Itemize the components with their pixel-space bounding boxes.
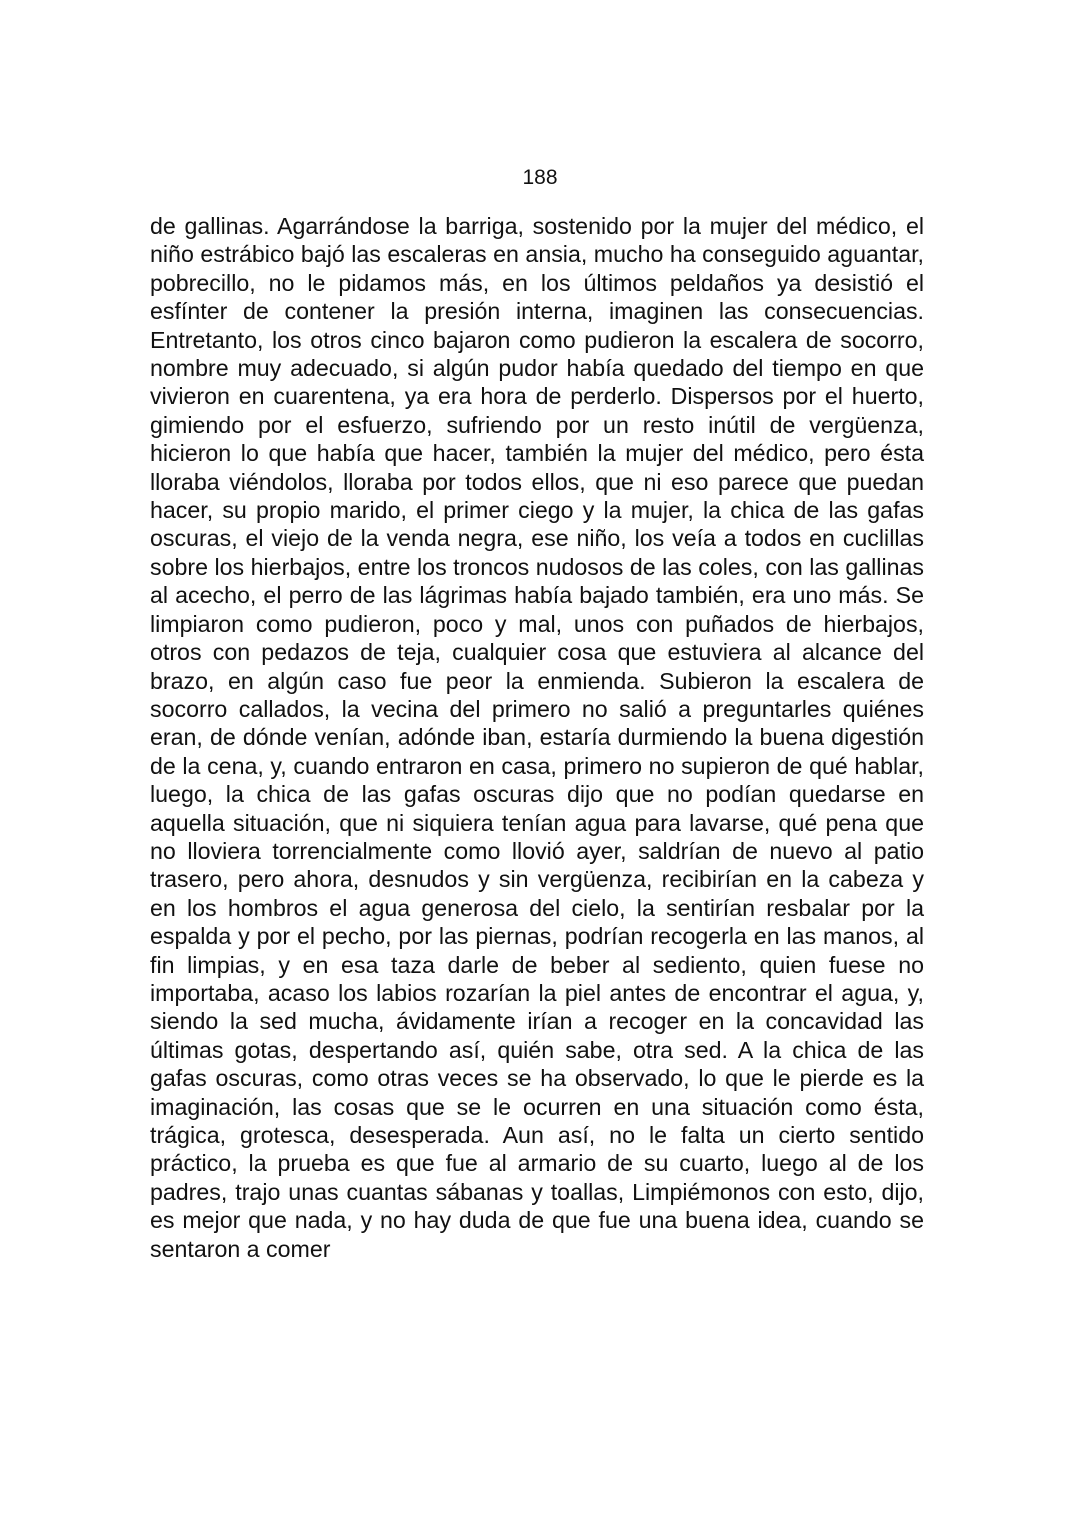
page-number: 188 — [522, 166, 558, 189]
body-paragraph: de gallinas. Agarrándose la barriga, sostenido por la mujer del médico, el niño estrábico bajó las escaleras en ansia, mucho ha conseguido aguantar, pobrecillo, no le pidamos más, en los últimos peldaños ya desistió el esfínter de contener la presión interna, imaginen las consecuencias. Entretanto, los otros cinco bajaron como pudieron la escalera de socorro, nombre muy adecuado, si algún pudor había quedado del tiempo en que vivieron en cuarentena, ya era hora de perderlo. Dispersos por el huerto, gimiendo por el esfuerzo, sufriendo por un resto inútil de vergüenza, hicieron lo que había que hacer, también la mujer del médico, pero ésta lloraba viéndolos, lloraba por todos ellos, que ni eso parece que puedan hacer, su propio marido, el primer ciego y la mujer, la chica de las gafas oscuras, el viejo de la venda negra, ese niño, los veía a todos en cuclillas sobre los hierbajos, entre los troncos nudosos de las coles, con las gallinas al acecho, el perro de las lágrimas había bajado también, era uno más. Se limpiaron como pudieron, poco y mal, unos con puñados de hierbajos, otros con pedazos de teja, cualquier cosa que estuviera al alcance del brazo, en algún caso fue peor la enmienda. Subieron la escalera de socorro callados, la vecina del primero no salió a preguntarles quiénes eran, de dónde venían, adónde iban, estaría durmiendo la buena digestión de la cena, y, cuando entraron en casa, primero no supieron de qué hablar, luego, la chica de las gafas oscuras dijo que no podían quedarse en aquella situación, que ni siquiera tenían agua para lavarse, qué pena que no lloviera torrencialmente como llovió ayer, saldrían de nuevo al patio trasero, pero ahora, desnudos y sin vergüenza, recibirían en la cabeza y en los hombros el agua generosa del cielo, la sentirían resbalar por la espalda y por el pecho, por las piernas, podrían recogerla en las manos, al fin limpias, y en esa taza darle de beber al sediento, quien fuese no importaba, acaso los labios rozarían la piel antes de encontrar el agua, y, siendo la sed mucha, ávidamente irían a recoger en la concavidad las últimas gotas, despertando así, quién sabe, otra sed. A la chica de las gafas oscuras, como otras veces se ha observado, lo que le pierde es la imaginación, las cosas que se le ocurren en una situación como ésta, trágica, grotesca, desesperada. Aun así, no le falta un cierto sentido práctico, la prueba es que fue al armario de su cuarto, luego al de los padres, trajo unas cuantas sábanas y toallas, Limpiémonos con esto, dijo, es mejor que nada, y no hay duda de que fue una buena idea, cuando se sentaron a comer — [150, 213, 924, 1262]
